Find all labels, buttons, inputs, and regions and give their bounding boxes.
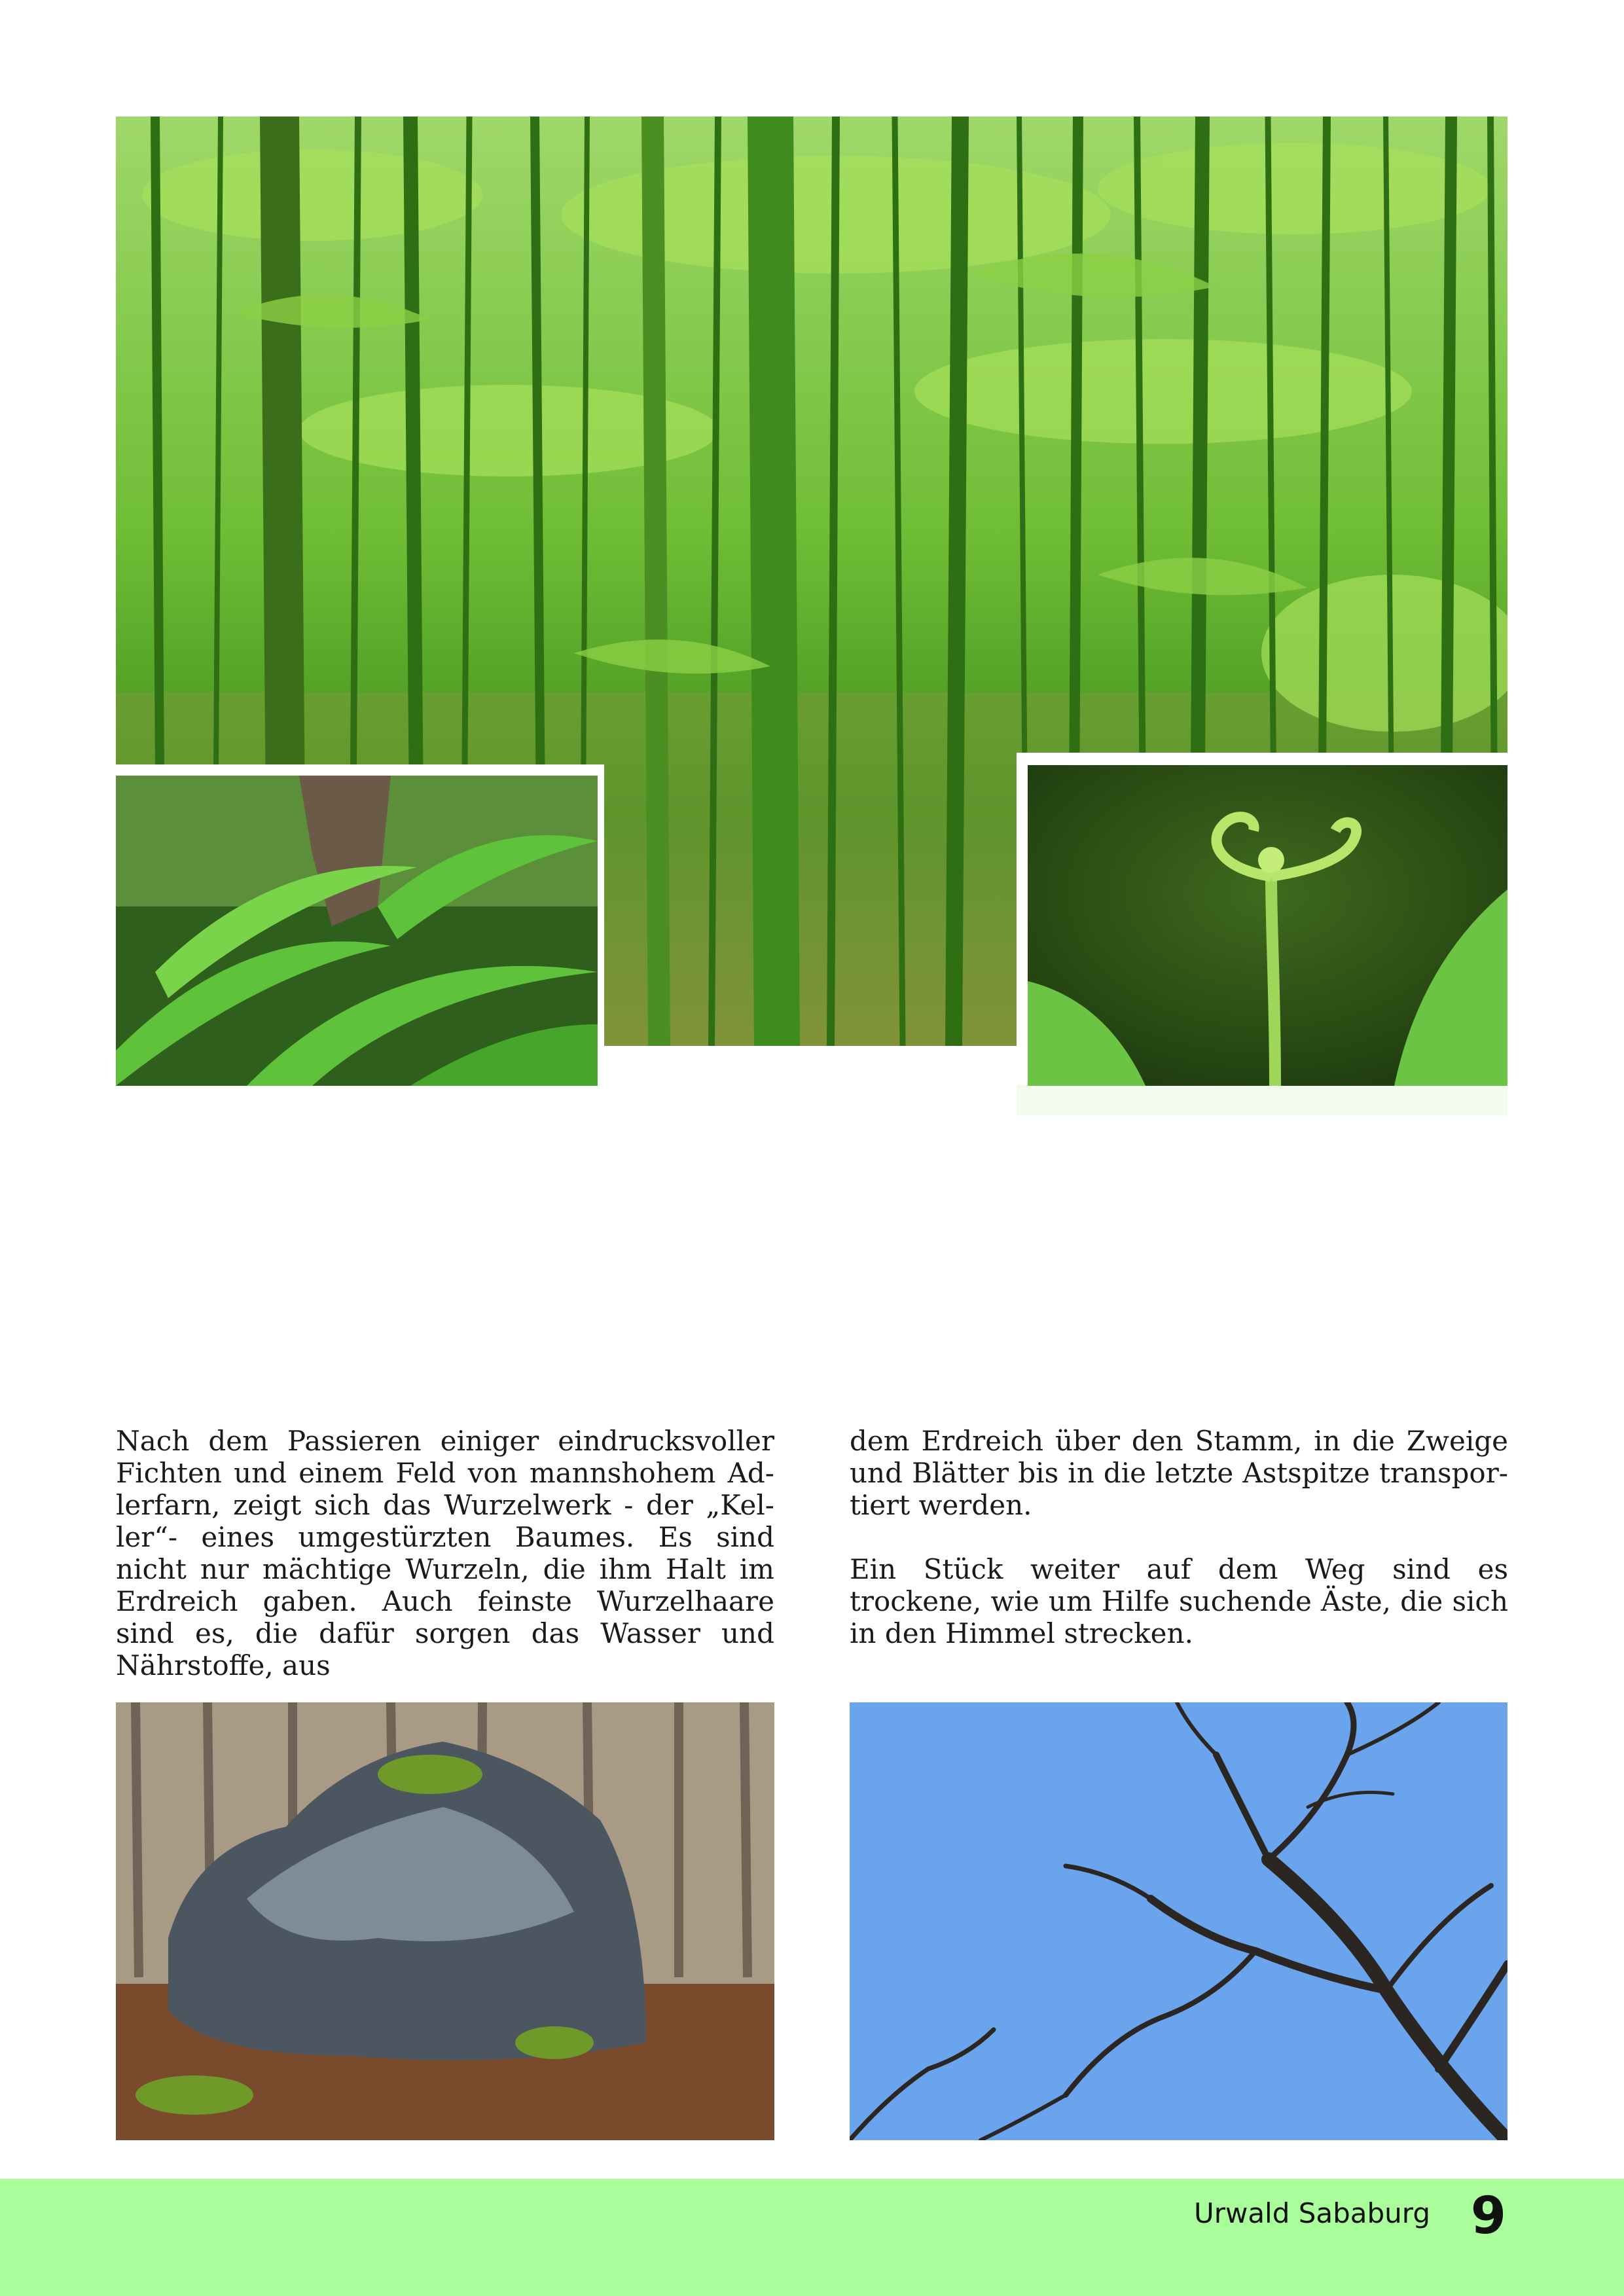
article-paragraph: dem Erdreich über den Stamm, in die Zweige und Blätter bis in die letzte Astspitze transportiert werden. [850, 1425, 1508, 1521]
unfurling-fern-photo [1028, 765, 1507, 1086]
article-paragraph: Nach dem Passieren einiger eindrucksvoller Fichten und einem Feld von mannshohem Adlerfarn, zeigt sich das Wurzelwerk - der „Keller“- eines umgestürzten Baumes. Es sind nicht nur mächtige Wurzeln, die ihm Halt im Erdreich gaben. Auch feinste Wurzelhaare sind es, die dafür sorgen das Wasser und Nährstoffe, aus [116, 1425, 774, 1681]
page-number: 9 [1470, 2187, 1506, 2246]
article-paragraph: Ein Stück weiter auf dem Weg sind es trockene, wie um Hilfe suchende Äste, die sich in den Himmel strecken. [850, 1553, 1508, 1649]
bare-branches-photo [850, 1702, 1507, 2140]
footer-band [0, 2179, 1624, 2296]
fern-fronds-photo [116, 776, 598, 1086]
article-column-right [850, 1425, 1508, 1649]
uprooted-tree-photo [116, 1702, 774, 2140]
footer-title: Urwald Sababurg [1193, 2197, 1430, 2229]
article-column-left [116, 1425, 774, 1681]
